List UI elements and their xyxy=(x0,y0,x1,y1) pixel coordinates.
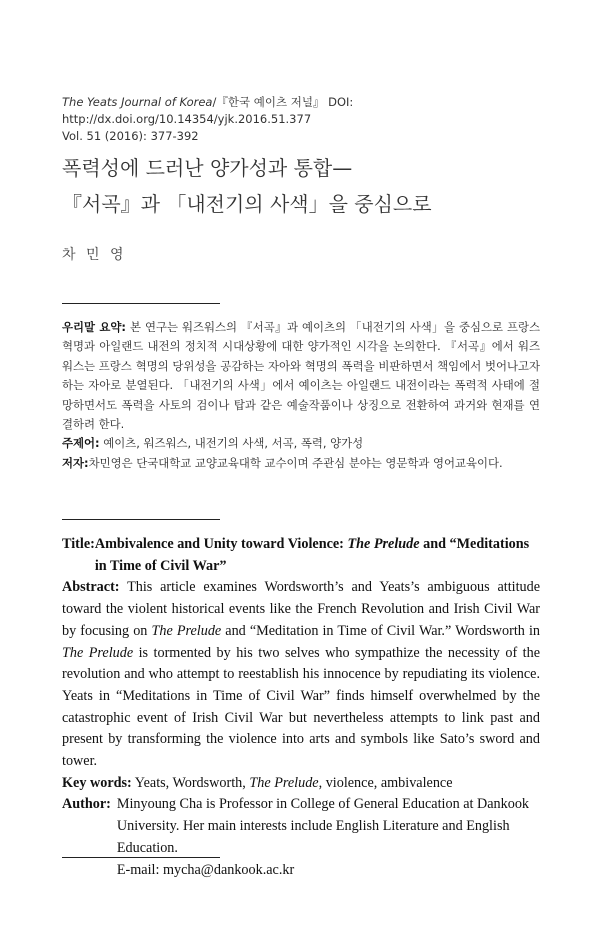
korean-abstract xyxy=(62,318,540,434)
english-abstract-italic: The Prelude xyxy=(62,644,134,661)
korean-author xyxy=(62,454,540,473)
english-abstract-italic: The Prelude xyxy=(151,622,222,639)
article-title xyxy=(62,150,542,222)
korean-author-label: 저자: xyxy=(62,455,89,470)
english-abstract xyxy=(62,577,540,772)
english-title-text xyxy=(95,534,540,577)
title-line-2: 『서곡』과 「내전기의 사색」을 중심으로 xyxy=(62,192,432,216)
journal-volume: Vol. 51 (2016): 377-392 xyxy=(62,129,199,143)
english-keywords xyxy=(62,773,540,795)
english-author-label: Author: xyxy=(62,796,111,813)
divider xyxy=(62,303,220,304)
journal-name: The Yeats Journal of Korea xyxy=(62,95,213,109)
english-abstract-label: Abstract: xyxy=(62,579,120,596)
korean-abstract-label: 우리말 요약: xyxy=(62,320,126,334)
title-line-1: 폭력성에 드러난 양가성과 통합— xyxy=(62,156,353,180)
english-title-italic: The Prelude xyxy=(347,536,420,552)
english-keywords-part: , violence, ambivalence xyxy=(318,774,453,791)
journal-header xyxy=(62,94,562,145)
english-abstract-part: This article examines Wordsworth’s and Yeats’s ambiguous attitude toward the violent historical events like the French Revolution and Irish Civil War by focusing on xyxy=(62,579,540,639)
divider xyxy=(62,857,220,858)
korean-keywords-text: 예이츠, 워즈워스, 내전기의 사색, 서곡, 폭력, 양가성 xyxy=(99,436,364,451)
english-author xyxy=(62,794,540,881)
english-keywords-label: Key words: xyxy=(62,774,132,791)
korean-keywords xyxy=(62,434,540,453)
english-keywords-italic: The Prelude xyxy=(249,774,319,791)
korean-author-text: 차민영은 단국대학교 교양교육대학 교수이며 주관심 분야는 영문학과 영어교육이다. xyxy=(88,455,503,470)
english-abstract-part: is tormented by his two selves who sympathize the necessity of the revolution and who attempt to reestablish his innocence by repudiating its violence. Yeats in “Meditations in Time of Civil War” finds himself overwhelmed by the catastrophic event of Irish Civil War but nevertheless attempts to link past and present by transforming the violence into arts and symbols like Sato’s sword and tower. xyxy=(62,644,540,770)
english-abstract-section xyxy=(62,534,540,881)
journal-citation xyxy=(62,94,562,128)
journal-doi: /『한국 예이츠 저널』 DOI: http://dx.doi.org/10.14354/yjk.2016.51.377 xyxy=(62,95,354,126)
korean-keywords-label: 주제어: xyxy=(62,436,100,451)
english-title-label: Title: xyxy=(62,536,95,552)
korean-abstract-section xyxy=(62,318,540,473)
english-title-part: Ambivalence and Unity toward Violence: xyxy=(94,536,348,552)
author-name: 차 민 영 xyxy=(62,247,127,263)
author-email: E-mail: mycha@dankook.ac.kr xyxy=(116,861,295,878)
english-author-body xyxy=(111,794,540,881)
english-abstract-part: and “Meditation in Time of Civil War.” Wordsworth in xyxy=(221,622,540,639)
english-title xyxy=(62,534,540,577)
english-author-text: Minyoung Cha is Professor in College of General Education at Dankook University. Her main interests include English Literature and English Education. xyxy=(116,796,530,856)
korean-abstract-text: 본 연구는 워즈워스의 『서곡』과 예이츠의 「내전기의 사색」을 중심으로 프랑스 혁명과 아일랜드 내전의 정치적 시대상황에 대한 양가적인 시각을 논의한다. 『서곡』에서 워즈워스는 프랑스 혁명의 당위성을 공감하는 자아와 혁명의 폭력을 비판하면서 책임에서 벗어나고자하는 자아로 분열된다. 「내전기의 사색」에서 예이츠는 아일랜드 내전이라는 폭력적 사태에 절망하면서도 폭력을 사토의 검이나 탑과 같은 예술작품이나 상징으로 전환하여 과거와 현재를 연결하려 한다. xyxy=(62,320,540,432)
english-title-part: and “Meditations in Time of Civil War” xyxy=(94,536,530,574)
english-keywords-part: Yeats, Wordsworth, xyxy=(131,774,250,791)
divider xyxy=(62,519,220,520)
